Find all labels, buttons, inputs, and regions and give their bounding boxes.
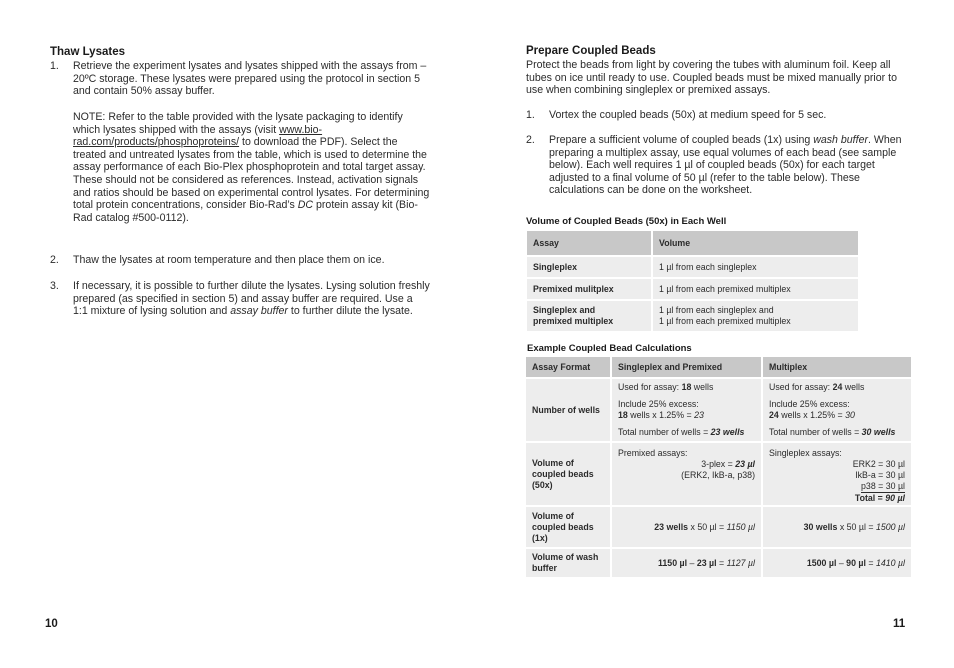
cell-text: 23 wells [654,521,689,532]
header-assay: Assay [527,231,651,255]
item-number: 2. [50,254,59,266]
cell-text: 1127 µl [726,557,755,568]
table-row [526,441,911,505]
cell-text: 1150 µl [658,557,688,568]
cell-assay: Singleplex [527,255,651,277]
cell-line: 1 µl from each singleplex and [659,305,774,315]
cell-wash-multiplex [761,547,911,577]
cell-text: 30 wells [803,521,838,532]
item-text-part: If necessary, it is possible to further dilute the lysates. Lysing solution freshly prepared (as specified in section 5) and assay buffer are required. Use a 1:1 mixture of lysing solution and [73,280,430,318]
table-header-row [526,357,911,377]
cell-volume-50x-singleplex [610,441,761,505]
table-row [527,299,858,331]
cell-volume-1x-multiplex [761,505,911,547]
cell-text: 1500 µl [875,521,905,532]
cell-text: 3-plex = [701,459,736,469]
table-row [527,277,858,299]
cell-text: 24 [832,382,843,392]
cell-text: 23 µl [735,459,755,469]
cell-line: Singleplex and [533,305,596,315]
row-label-wells: Number of wells [526,377,610,441]
note-paragraph [73,111,430,224]
cell-text: 1500 µl [806,557,837,568]
phosphoproteins-link[interactable]: www.bio-rad.com/products/phosphoproteins/ [73,123,323,149]
cell-text: wells [691,382,714,392]
table-row [527,255,858,277]
header-multiplex: Multiplex [761,357,911,377]
cell-text: 18 [681,382,692,392]
cell-text: Include 25% excess: [769,399,850,409]
page-number-right: 11 [893,618,906,630]
thaw-lysates-heading: Thaw Lysates [50,46,125,58]
item-number: 1. [50,60,59,72]
cell-text: 24 [769,410,779,420]
cell-text: Total number of wells = [769,427,862,437]
cell-text: – [836,557,847,568]
note-text: protein assay kit (Bio-Rad catalog #500-0112). [73,199,418,224]
cell-text: 30 wells [861,427,896,437]
example-calculations-table [526,357,911,577]
item-text [73,280,430,318]
wash-buffer-italic: wash buffer [813,134,868,146]
cell-text: 18 [618,410,628,420]
step-text: Vortex the coupled beads (50x) at medium speed for 5 sec. [549,109,827,121]
table-header-row [527,231,858,255]
intro-paragraph: Protect the beads from light by covering the tubes with aluminum foil. Keep all tubes on ice until ready to use. Coupled beads must be mixed manually prior to use when combining singleplex or premixed assays. [526,59,897,97]
cell-volume-50x-multiplex [761,441,911,505]
row-label-volume-1x: Volume of coupled beads (1x) [526,505,610,547]
cell-text: 30 [845,410,855,420]
table2-title: Example Coupled Bead Calculations [527,343,692,354]
cell-line: 1 µl from each premixed multiplex [659,316,791,326]
cell-text: IkB-a = 30 µl [855,470,905,480]
cell-volume: 1 µl from each singleplex [651,255,858,277]
page-number-left: 10 [45,618,58,630]
cell-text: (ERK2, IkB-a, p38) [681,470,755,480]
cell-text: Used for assay: [618,382,682,392]
cell-text: Premixed assays: [618,448,688,458]
row-label-wash-buffer: Volume of wash buffer [526,547,610,577]
header-volume: Volume [651,231,858,255]
cell-text: 23 [694,410,704,420]
cell-text: 1150 µl [726,521,755,532]
cell-text: Used for assay: [769,382,833,392]
cell-text: x 50 µl = [837,521,876,532]
item-text: Retrieve the experiment lysates and lysates shipped with the assays from –20ºC storage. These lysates were prepared using the protocol in section 5 and contain 50% assay buffer. [73,60,427,98]
cell-text: 23 wells [710,427,745,437]
cell-volume: 1 µl from each premixed multiplex [651,277,858,299]
cell-text: ERK2 = 30 µl [852,459,905,469]
cell-assay [527,299,651,331]
cell-text: 90 µl [885,493,905,503]
cell-text: wells [842,382,865,392]
step-number: 1. [526,109,535,121]
cell-wells-singleplex [610,377,761,441]
table-row [526,377,911,441]
cell-wash-singleplex [610,547,761,577]
item-number: 3. [50,280,59,292]
cell-text: Include 25% excess: [618,399,699,409]
item-text-part: to further dilute the lysate. [287,305,413,318]
cell-text: wells x 1.25% = [627,410,695,420]
right-page [477,0,954,668]
header-singleplex-premixed: Singleplex and Premixed [610,357,761,377]
table1-title: Volume of Coupled Beads (50x) in Each Well [526,216,727,227]
prepare-coupled-beads-heading: Prepare Coupled Beads [526,45,656,57]
cell-text: Singleplex assays: [769,448,842,458]
cell-text: Total = [854,493,886,503]
cell-text: p38 = 30 µl [861,481,905,491]
cell-line: premixed multiplex [533,316,614,326]
table-row [526,547,911,577]
cell-text: Total number of wells = [618,427,711,437]
item-text: Thaw the lysates at room temperature and then place them on ice. [73,254,385,266]
row-label-volume-50x: Volume of coupled beads (50x) [526,441,610,505]
cell-text: = [716,557,727,568]
cell-assay: Premixed mulitplex [527,277,651,299]
cell-text: 23 µl [696,557,717,568]
dc-italic: DC [297,199,314,212]
table-row [526,505,911,547]
header-assay-format: Assay Format [526,357,610,377]
step-number: 2. [526,134,535,146]
cell-text: wells x 1.25% = [778,410,846,420]
cell-volume [651,299,858,331]
cell-text: 1410 µl [875,557,905,568]
note-text: NOTE: Refer to the table provided with the lysate packaging to identify which lysates shipped with the assays (visit [73,111,403,136]
coupled-beads-volume-table [527,231,858,331]
cell-wells-multiplex [761,377,911,441]
note-text: to download the PDF). Select the treated and untreated lysates from the table, which is used to determine the assay performance of each Bio-Plex phosphoprotein and total target assay. These should not be considered as references. Instead, activation signals and ratios should be based on experimental control lysates. For determining total protein concentrations, consider Bio-Rad’s [73,136,430,212]
assay-buffer-italic: assay buffer [230,305,288,318]
cell-volume-1x-singleplex [610,505,761,547]
cell-text: = [865,557,876,568]
step-text [549,134,909,197]
step-text-part: . When preparing a multiplex assay, use equal volumes of each bead (see sample below). Each well requires 1 µl of coupled beads (50x) for each target adjusted to a final volume of 50 µl (refer to the table below). These calculations can be done on the worksheet. [549,134,902,197]
step-text-part: Prepare a sufficient volume of coupled beads (1x) using [549,134,814,146]
cell-text: 90 µl [846,557,866,568]
cell-text: x 50 µl = [688,521,727,532]
cell-text: – [687,557,697,568]
